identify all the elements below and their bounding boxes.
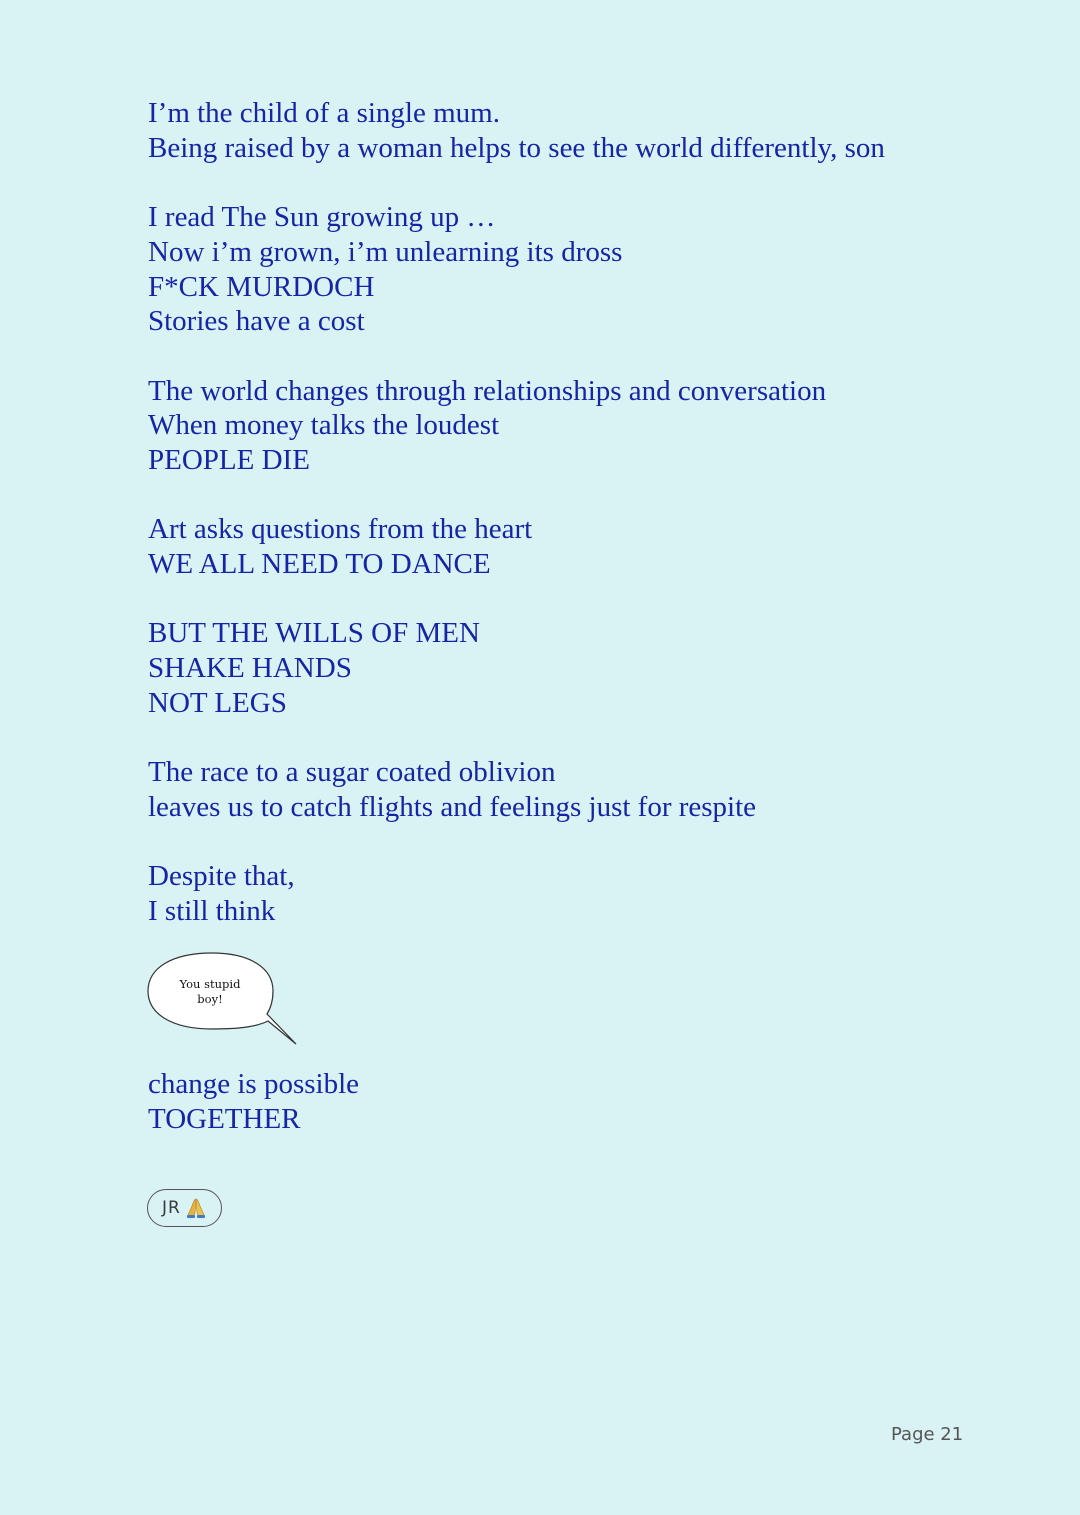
poem-line: Stories have a cost (148, 305, 365, 338)
speech-bubble-text (168, 977, 252, 1007)
poem-line: SHAKE HANDS (148, 652, 352, 685)
speech-bubble-line: You stupid (179, 977, 241, 991)
poem-line: change is possible (148, 1068, 360, 1100)
poem-line: PEOPLE DIE (148, 444, 310, 476)
stanza (148, 616, 1008, 720)
poem-line: leaves us to catch flights and feelings just for respite (148, 790, 757, 823)
poem-line: NOT LEGS (148, 686, 287, 719)
poem-line: When money talks the loudest (148, 409, 500, 442)
poem-line: WE ALL NEED TO DANCE (148, 548, 491, 581)
poem-line: F*CK MURDOCH (148, 270, 375, 303)
poem-line: I’m the child of a single mum. (148, 97, 500, 129)
speech-bubble-line: boy! (197, 992, 223, 1006)
page-number: Page 21 (891, 1424, 964, 1445)
poem-line: Despite that, (148, 860, 295, 893)
poem-line: Being raised by a woman helps to see the world differently, son (148, 131, 885, 164)
stanza (148, 96, 1008, 165)
closing-stanza (148, 1067, 359, 1136)
stanza (148, 200, 1008, 339)
stanza (148, 374, 1008, 478)
poem-line: The race to a sugar coated oblivion (148, 756, 556, 789)
poem-body (148, 96, 1008, 929)
stanza (148, 755, 1008, 824)
poem-line: I still think (148, 895, 276, 928)
poem-line: I read The Sun growing up … (148, 201, 496, 234)
poem-line: Art asks questions from the heart (148, 513, 533, 546)
author-signature-badge (147, 1189, 222, 1227)
author-initials: JR (162, 1198, 181, 1218)
poem-line: The world changes through relationships and conversation (148, 374, 827, 407)
stanza (148, 512, 1008, 581)
poem-line: Now i’m grown, i’m unlearning its dross (148, 235, 623, 268)
poem-line: TOGETHER (148, 1102, 301, 1135)
stanza (148, 859, 1008, 928)
folded-hands-icon (185, 1197, 207, 1219)
speech-bubble (146, 950, 306, 1050)
poem-line: BUT THE WILLS OF MEN (148, 617, 480, 650)
